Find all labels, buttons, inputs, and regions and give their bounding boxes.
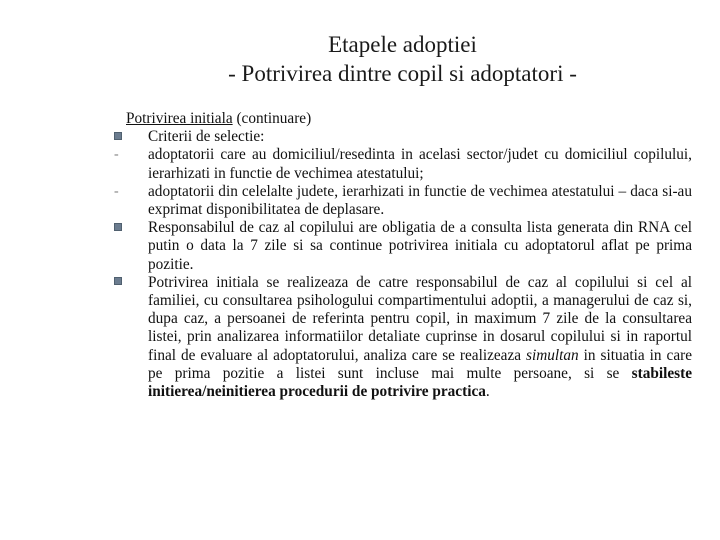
title-line-1: Etapele adoptiei <box>328 32 477 57</box>
title-line-2: - Potrivirea dintre copil si adoptatori - <box>228 61 577 86</box>
list-item <box>114 146 692 182</box>
list-item <box>126 274 692 401</box>
item-text-italic: simultan <box>526 346 579 364</box>
item-text-end: . <box>485 383 490 401</box>
square-bullet-icon <box>114 219 126 237</box>
dash-bullet-icon: - <box>114 183 119 199</box>
slide-body <box>114 110 692 401</box>
item-text: Responsabilul de caz al copilului are obligatia de a consulta lista generata din RNA cel putin o data la 7 zile si sa continue potrivirea initiala cu adoptatorul aflat pe prima pozitie. <box>148 219 692 273</box>
item-text-part2: in situatia in care pe prima pozitie a listei sunt incluse mai multe persoane, si se <box>148 346 692 382</box>
heading-underlined: Potrivirea initiala <box>126 110 233 127</box>
section-heading <box>126 110 692 128</box>
slide-title <box>0 30 720 88</box>
dash-bullet-icon: - <box>114 147 119 163</box>
square-bullet-icon <box>114 128 126 146</box>
item-text-part1: Potrivirea initiala se realizeaza de catre responsabilul de caz al copilului si cel al familiei, cu consultarea psihologului compartimentului adoptii, a managerului de caz si, dupa caz, a persoanei de referinta pentru copil, in maximum 7 zile de la consultarea listei, prin analizarea informatiilor detaliate cuprinse in dosarul copilului si in raportul final de evaluare al adoptatorului, analiza care se realizeaza <box>148 273 692 364</box>
list-item <box>114 182 692 219</box>
heading-rest: (continuare) <box>232 110 312 127</box>
list-item <box>126 128 692 146</box>
item-text: adoptatorii din celelalte judete, ierarhizati in functie de vechimea atestatului – daca si-au exprimat disponibilitatea de deplasare. <box>148 182 692 219</box>
item-text: Criterii de selectie: <box>148 128 265 146</box>
list-item <box>126 219 692 274</box>
item-text: adoptatorii care au domiciliul/resedinta in acelasi sector/judet cu domiciliul copilului, ierarhizati in functie de vechimea atestatului; <box>148 146 692 182</box>
square-bullet-icon <box>114 274 126 292</box>
item-text-bold: stabileste initierea/neinitierea procedurii de potrivire practica <box>148 364 692 401</box>
